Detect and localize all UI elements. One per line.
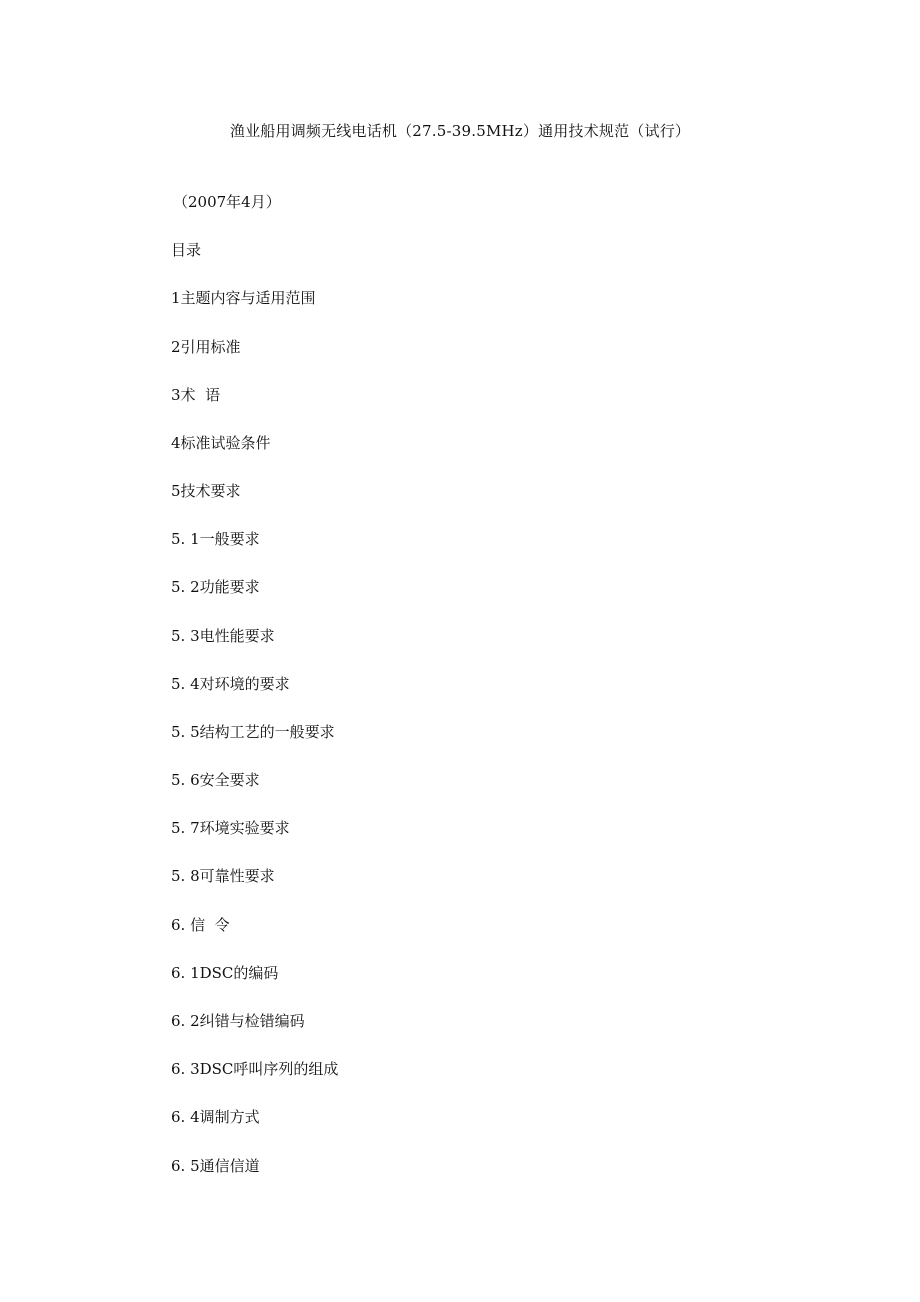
toc-item: 6. 5通信信道 [171, 1157, 260, 1175]
toc-item: 6. 4调制方式 [171, 1108, 260, 1126]
toc-item: 5. 7环境实验要求 [171, 819, 290, 837]
toc-item: 5. 8可靠性要求 [171, 867, 275, 885]
toc-heading: 目录 [171, 241, 202, 259]
toc-item: 5. 4对环境的要求 [171, 675, 290, 693]
toc-item: 3术 语 [171, 386, 221, 404]
toc-item: 5. 3电性能要求 [171, 627, 275, 645]
toc-item: 5. 2功能要求 [171, 578, 260, 596]
toc-item: 6. 2纠错与检错编码 [171, 1012, 305, 1030]
toc-item: 2引用标准 [171, 338, 241, 356]
toc-item: 5. 5结构工艺的一般要求 [171, 723, 335, 741]
toc-item: 5技术要求 [171, 482, 241, 500]
document-date: （2007年4月） [173, 193, 281, 211]
document-title: 渔业船用调频无线电话机（27.5-39.5MHz）通用技术规范（试行） [229, 122, 691, 140]
toc-item: 5. 6安全要求 [171, 771, 260, 789]
toc-item: 5. 1一般要求 [171, 530, 260, 548]
toc-item: 4标准试验条件 [171, 434, 271, 452]
toc-item: 1主题内容与适用范围 [171, 289, 316, 307]
toc-item: 6. 1DSC的编码 [171, 964, 279, 982]
toc-item: 6. 3DSC呼叫序列的组成 [171, 1060, 339, 1078]
toc-item: 6. 信 令 [171, 916, 230, 934]
